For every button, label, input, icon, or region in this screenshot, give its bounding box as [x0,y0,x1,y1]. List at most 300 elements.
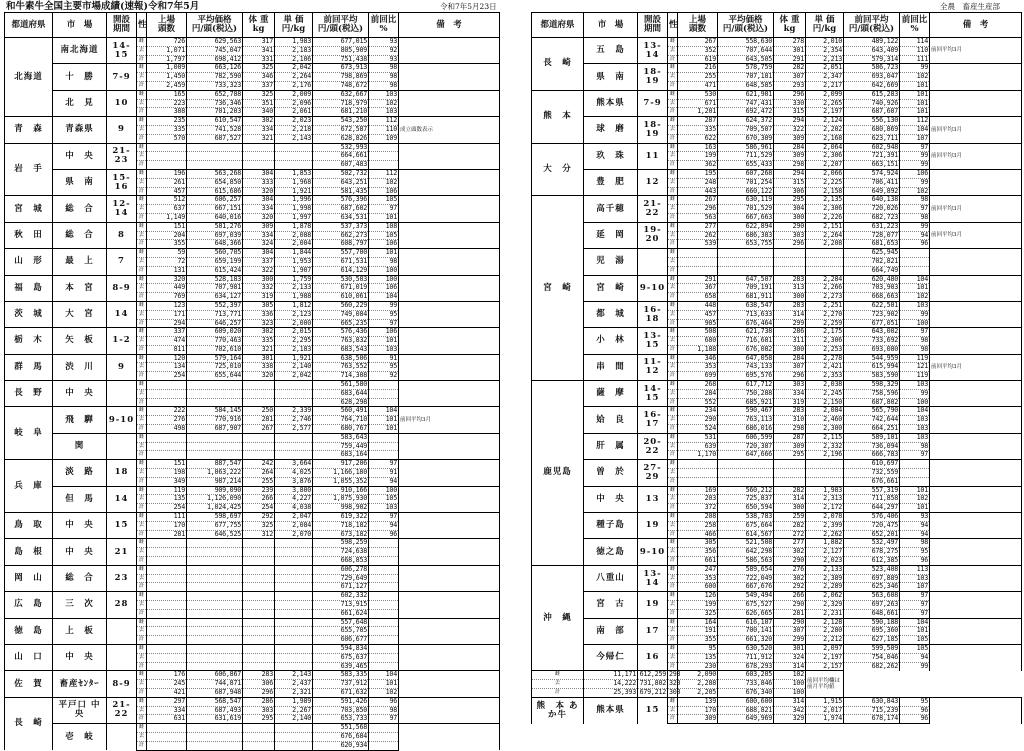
market-name-cell: 中 央 [53,513,107,539]
col-unit-price-value: 2,231 [806,609,844,618]
remarks-cell [399,565,500,591]
col-prev-ratio-value: 104 [900,618,930,627]
col-weight-value: 309 [243,222,275,231]
col-weight-value: 292 [774,583,806,592]
col-prev-avg-value: 661,624 [313,609,369,618]
col-weight-value: 282 [774,486,806,495]
col-prev-avg-value: 610,697 [844,460,900,469]
col-remarks-header: 備 考 [930,13,1022,38]
col-weight-value: 295 [243,715,275,724]
period-cell: 8-9 [107,275,137,301]
col-prev-avg-value: 671,019 [313,284,369,293]
col-prev-ratio-value: 101 [900,90,930,99]
col-weight-value: 295 [774,196,806,205]
col-unit-price-value [275,433,313,442]
col-avg-price-value: 652,788 [187,90,243,99]
period-cell: 12-14 [107,196,137,222]
col-unit-price-value [275,152,313,161]
col-avg-price-value: 653,755 [718,240,774,249]
col-unit-price-value: 2,300 [806,425,844,434]
col-unit-price-value [275,601,313,610]
col-weight-value: 307 [774,363,806,372]
col-prev-avg-value: 607,483 [313,161,369,170]
col-prev-avg-value: 729,649 [313,574,369,583]
sex-cell: 雌 [137,671,147,680]
col-prev-ratio-value: 95 [369,310,399,319]
col-prev-ratio-value: 96 [900,715,930,724]
prefecture-cell: 熊 本 [532,90,584,143]
table-row [5,407,500,416]
sex-cell: 雌 [668,275,678,284]
col-prev-avg-value: 606,278 [313,565,369,574]
col-avg-price-value: 686,016 [718,425,774,434]
col-weight-value: 281 [774,609,806,618]
col-prev-ratio-value: 94 [900,530,930,539]
sex-cell: 雌 [668,539,678,548]
col-prev-ratio-value: 98 [369,706,399,715]
col-avg-price-value [187,724,243,733]
col-head-count-value [678,460,718,469]
period-cell: 9 [107,117,137,143]
col-head-count-value [147,636,187,645]
col-unit-price-value [275,381,313,390]
col-prev-ratio-value: 99 [369,301,399,310]
period-cell: 10 [107,90,137,116]
col-prev-ratio-value: 103 [900,433,930,442]
col-weight-value [243,565,275,574]
col-unit-price-value: 1,997 [275,213,313,222]
col-weight-value: 315 [774,178,806,187]
col-prev-ratio-value: 103 [900,574,930,583]
sex-cell: 計 [137,81,147,90]
col-avg-price-value: 584,145 [187,407,243,416]
col-prefecture-header: 都道府県 [532,13,584,38]
sex-cell: 去 [668,389,678,398]
remarks-cell [930,618,1022,644]
col-prev-ratio-value: 103 [900,425,930,434]
col-weight-value [243,741,275,750]
col-market-header: 市 場 [53,13,107,38]
market-name-cell: 延 岡 [584,222,638,248]
sex-cell: 雌 [668,486,678,495]
prefecture-cell: 岩 手 [5,143,53,196]
col-head-count-value: 337 [147,328,187,337]
sex-cell: 去 [668,627,678,636]
col-weight-value: 266 [243,495,275,504]
period-cell: 19-20 [638,222,668,248]
sex-cell: 去 [668,469,678,478]
col-prev-avg-value: 537,373 [313,222,369,231]
col-unit-price-value: 1,998 [275,205,313,214]
col-prev-ratio-value: 106 [369,328,399,337]
col-unit-price-value: 2,267 [275,706,313,715]
col-unit-price-value: 1,974 [806,715,844,724]
remarks-cell [399,592,500,618]
col-head-count-value [678,477,718,486]
col-avg-price-value: 747,431 [718,99,774,108]
col-weight-value: 321 [243,345,275,354]
market-name-cell: 中 央 [584,486,638,512]
sex-cell: 去 [137,337,147,346]
col-head-count-value: 208 [678,513,718,522]
col-unit-price-value: 2,099 [806,90,844,99]
col-unit-price-value: 2,353 [806,372,844,381]
col-unit-price-value [275,724,313,733]
market-name-cell: 県 南 [584,64,638,90]
col-prev-ratio-value: 95 [369,363,399,372]
col-avg-price-value: 606,867 [187,671,243,680]
market-name-cell: 曽 於 [584,460,638,486]
col-head-count-value [147,442,187,451]
table-row [532,117,1022,126]
col-prev-avg-value: 557,700 [313,249,369,258]
market-name-cell: 上 板 [53,618,107,644]
col-prev-ratio-value: 92 [369,46,399,55]
col-prev-ratio-value: 113 [900,565,930,574]
sex-cell: 計 [668,187,678,196]
col-prev-ratio-value: 96 [900,706,930,715]
period-cell: 19 [638,592,668,618]
col-unit-price-value [275,592,313,601]
col-prev-ratio-value [369,627,399,636]
col-head-count-value [147,143,187,152]
table-row [5,381,500,390]
col-prev-avg-value: 682,262 [844,662,900,671]
col-prev-avg-value: 693,080 [844,345,900,354]
col-prev-avg-value: 653,733 [313,715,369,724]
col-unit-price-value: 2,150 [806,398,844,407]
sex-cell: 計 [137,477,147,486]
col-avg-price-value: 568,547 [187,697,243,706]
col-prev-ratio-value: 101 [900,99,930,108]
col-prev-avg-value: 733,846 [718,680,774,689]
col-unit-price-value: 2,273 [806,293,844,302]
col-prev-ratio-value [369,381,399,390]
table-row [5,354,500,363]
col-avg-price-value [187,741,243,750]
sex-cell: 去 [668,257,678,266]
col-weight-value [243,618,275,627]
col-avg-price-value: 590,467 [718,407,774,416]
sex-cell: 雌 [668,592,678,601]
col-weight-value: 331 [243,55,275,64]
col-avg-price-value: 660,122 [718,187,774,196]
col-unit-price-value: 2,168 [806,134,844,143]
col-prev-ratio-value: 97 [900,328,930,337]
col-head-count-value: 95 [678,644,718,653]
col-prev-ratio-value: 104 [900,407,930,416]
col-prev-avg-value: 586,723 [844,64,900,73]
sex-cell: 計 [137,293,147,302]
col-prev-avg-value: 606,677 [313,636,369,645]
col-avg-price-value: 707,644 [718,46,774,55]
col-unit-price-value: 2,143 [275,134,313,143]
col-weight-value [774,249,806,258]
col-head-count-value: 443 [678,187,718,196]
col-head-count-value: 170 [147,521,187,530]
col-avg-price-value: 713,633 [718,310,774,319]
sex-cell: 去 [532,680,584,689]
col-weight-value: 335 [243,337,275,346]
sex-cell: 去 [668,125,678,134]
remarks-cell [930,697,1022,723]
col-avg-price-value: 646,525 [187,530,243,539]
sex-cell: 計 [668,715,678,724]
remarks-cell [399,381,500,407]
col-prev-avg-value: 687,802 [844,398,900,407]
col-prev-ratio-value [900,469,930,478]
sex-cell: 計 [137,398,147,407]
col-unit-price-value [806,477,844,486]
col-prev-ratio-value: 96 [900,557,930,566]
col-prev-avg-value: 574,924 [844,169,900,178]
col-weight-value [243,627,275,636]
col-weight-value [774,460,806,469]
market-name-cell: 肝 属 [584,433,638,459]
col-prev-avg-value: 703,903 [844,284,900,293]
col-prev-avg-value: 720,026 [844,205,900,214]
col-prev-avg-value: 543,250 [313,117,369,126]
col-avg-price-value: 609,020 [187,328,243,337]
col-head-count-value: 247 [678,565,718,574]
col-prev-avg-value: 805,909 [313,46,369,55]
sex-cell: 計 [137,55,147,64]
sex-cell: 雌 [137,90,147,99]
col-weight-value: 322 [774,125,806,134]
col-prev-avg-value: 754,046 [844,653,900,662]
col-head-count-value: 261 [147,178,187,187]
col-head-count-value: 769 [147,293,187,302]
col-unit-price-value: 3,876 [275,477,313,486]
col-head-count-value: 123 [147,301,187,310]
sex-cell: 計 [668,81,678,90]
col-prev-ratio-value: 112 [900,117,930,126]
market-name-cell: 平戸口 中央 [53,697,107,723]
sex-cell: 雌 [137,222,147,231]
col-avg-price-value [718,460,774,469]
col-unit-price-value: 2,212 [806,636,844,645]
market-name-cell: 徳之島 [584,539,638,565]
col-head-count-value: 294 [147,319,187,328]
remarks-cell [399,249,500,275]
market-name-cell: 中 央 [53,143,107,169]
col-prev-avg-value: 681,210 [313,108,369,117]
col-avg-price-value: 676,464 [718,319,774,328]
remarks-cell [399,433,500,459]
sex-cell: 雌 [668,222,678,231]
col-prev-avg-value: 663,151 [844,161,900,170]
col-prev-avg-value: 560,229 [313,301,369,310]
col-prev-ratio-value: 99 [900,178,930,187]
col-avg-price-value: 887,547 [187,460,243,469]
col-unit-price-value: 1,953 [275,257,313,266]
col-unit-price-value: 2,253 [806,345,844,354]
table-row [532,196,1022,205]
sex-cell: 雌 [137,433,147,442]
table-row [532,38,1022,47]
col-weight-value: 278 [774,38,806,47]
col-prev-ratio-value: 95 [900,548,930,557]
col-prev-avg-value: 638,506 [313,354,369,363]
col-head-count-value: 262 [678,231,718,240]
sex-cell: 雌 [137,618,147,627]
col-avg-price-value: 586,563 [718,557,774,566]
col-prev-avg-value: 718,182 [313,521,369,530]
col-unit-price-value: 2,127 [806,548,844,557]
table-row [532,301,1022,310]
col-head-count-value: 267 [678,196,718,205]
sex-cell: 雌 [137,697,147,706]
col-prev-avg-value: 1,075,930 [313,495,369,504]
col-unit-price-value: 1,996 [275,196,313,205]
col-prev-ratio-value: 98 [369,64,399,73]
col-prev-avg-value: 742,644 [844,416,900,425]
col-prev-avg-value: 544,959 [844,354,900,363]
table-row [5,697,500,706]
sex-cell: 雌 [137,64,147,73]
sex-cell: 去 [137,284,147,293]
col-avg-price-value: 782,590 [187,73,243,82]
col-prev-avg-value: 683,543 [313,345,369,354]
col-prev-ratio-value: 101 [369,680,399,689]
sex-cell: 計 [137,530,147,539]
col-head-count-value: 11,171 [584,671,638,680]
col-prev-ratio-value [369,741,399,750]
col-prev-avg-value: 523,408 [844,565,900,574]
col-avg-price-value: 663,126 [187,64,243,73]
market-name-cell: 淡 路 [53,460,107,486]
col-prev-avg-value: 598,259 [313,539,369,548]
col-prev-ratio-value: 93 [900,513,930,522]
col-prev-avg-value: 557,648 [313,618,369,627]
col-avg-price-value: 614,567 [718,530,774,539]
remarks-cell [930,64,1022,90]
col-prev-ratio-value: 100 [900,319,930,328]
remarks-cell [399,222,500,248]
col-unit-price-value [275,583,313,592]
col-unit-price-value: 2,183 [275,46,313,55]
col-avg-price-value: 650,594 [718,504,774,513]
col-prev-ratio-value [900,257,930,266]
col-prev-avg-value: 579,314 [844,55,900,64]
col-unit-price-value [275,143,313,152]
market-name-cell: 飛 騨 [53,407,107,433]
col-weight-value: 338 [243,363,275,372]
col-unit-price-value: 2,266 [806,284,844,293]
col-prev-ratio-value: 103 [900,416,930,425]
col-prev-avg-value: 643,002 [844,328,900,337]
market-table-left [4,12,500,751]
sex-cell: 雌 [137,513,147,522]
period-cell: 21 [107,539,137,565]
col-prev-ratio-value: 105 [369,495,399,504]
col-prev-avg-value: 706,411 [844,178,900,187]
sex-cell: 去 [668,152,678,161]
market-name-cell: 高千穂 [584,196,638,222]
col-unit-price-value: 1,907 [275,266,313,275]
col-prev-avg-header: 前回平均 円/頭(税込) [844,13,900,38]
col-unit-price-value: 2,124 [806,117,844,126]
col-prev-avg-value: 721,391 [844,152,900,161]
sex-cell: 去 [137,257,147,266]
col-prev-ratio-value: 105 [369,231,399,240]
col-prev-ratio-value: 111 [900,55,930,64]
col-prev-ratio-value: 100 [369,486,399,495]
col-unit-price-value: 4,025 [275,469,313,478]
sex-cell: 雌 [668,644,678,653]
col-unit-price-value: 2,140 [275,715,313,724]
sex-cell: 雌 [137,565,147,574]
prefecture-cell: 宮 崎 [532,196,584,381]
col-weight-value: 337 [243,257,275,266]
col-unit-price-value: 2,288 [678,680,718,689]
col-prev-avg-value: 655,705 [313,627,369,636]
col-weight-value: 242 [243,460,275,469]
col-avg-price-value [187,152,243,161]
col-avg-price-value: 745,047 [187,46,243,55]
col-prev-ratio-value: 104 [900,125,930,134]
period-cell: 14 [107,301,137,327]
col-head-count-value [147,539,187,548]
sex-cell: 雌 [137,644,147,653]
sex-cell: 計 [137,557,147,566]
col-prev-avg-value: 576,406 [844,513,900,522]
col-prev-ratio-value: 102 [900,293,930,302]
table-row [5,328,500,337]
col-prev-avg-value: 680,869 [844,125,900,134]
sex-cell: 雌 [137,328,147,337]
prefecture-cell: 鳥 取 [5,513,53,539]
col-avg-price-value: 731,802 [638,680,668,689]
col-prev-ratio-value: 102 [774,671,806,680]
col-prev-ratio-value: 101 [369,416,399,425]
col-head-count-value: 512 [147,196,187,205]
col-head-count-value: 388 [147,108,187,117]
sex-cell: 計 [668,319,678,328]
col-weight-value: 334 [243,205,275,214]
col-prev-ratio-value: 103 [900,301,930,310]
sex-cell: 去 [137,152,147,161]
col-unit-price-value: 2,208 [806,240,844,249]
col-weight-value [243,539,275,548]
col-unit-price-value: 2,213 [806,55,844,64]
market-name-cell: 関 [53,433,107,459]
col-unit-price-value [275,741,313,750]
col-avg-price-value: 701,203 [187,108,243,117]
col-head-count-value: 171 [147,310,187,319]
col-prev-ratio-value: 97 [900,205,930,214]
table-row [532,64,1022,73]
col-unit-price-value: 2,306 [806,152,844,161]
col-avg-price-value: 750,288 [718,389,774,398]
col-head-count-value: 335 [147,125,187,134]
col-prev-ratio-value: 93 [369,38,399,47]
col-period-header: 開設 期間 [107,13,137,38]
col-avg-price-value [187,539,243,548]
col-head-count-value: 222 [147,407,187,416]
sex-cell: 去 [668,416,678,425]
col-weight-value [243,724,275,733]
period-cell: 14 [107,486,137,512]
col-prev-ratio-value: 104 [369,293,399,302]
period-cell: 23 [107,565,137,591]
col-prev-ratio-value [369,732,399,741]
sex-cell: 去 [137,574,147,583]
col-weight-value: 296 [774,90,806,99]
col-head-count-value: 163 [678,143,718,152]
col-head-count-value: 811 [147,345,187,354]
col-avg-price-value: 598,697 [187,513,243,522]
